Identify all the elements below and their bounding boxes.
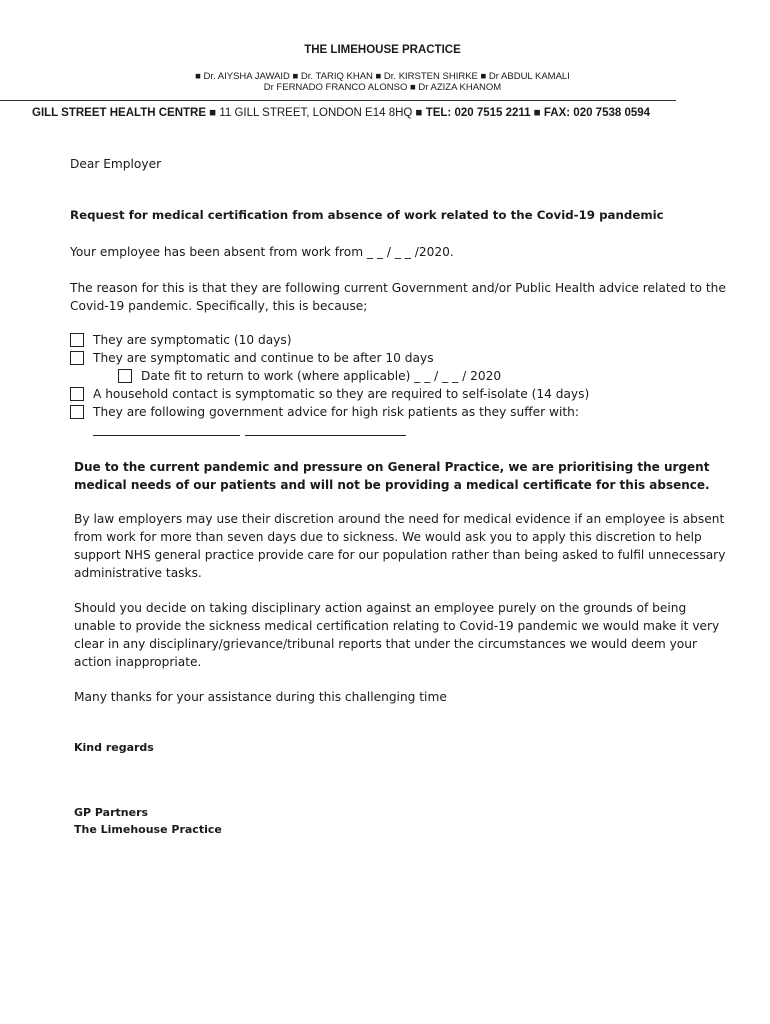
absence-date-line: Your employee has been absent from work from _ _ / _ _ /2020. — [70, 245, 454, 259]
bullet-separator: ■ — [206, 107, 220, 119]
law-paragraph: By law employers may use their discretion around the need for medical evidence if an employee is absent from work for more than seven days due to sickness. We would ask you to apply this discretion to help support NHS general practice provide care for our population rather than being asked to fulfil unnecessary administrative tasks. — [74, 512, 726, 580]
checkbox[interactable] — [118, 369, 132, 383]
address-line — [32, 107, 752, 119]
practice-name: THE LIMEHOUSE PRACTICE — [304, 44, 461, 56]
signature-line-2: The Limehouse Practice — [74, 823, 222, 836]
bullet-separator: ■ — [412, 107, 426, 119]
option-date-fit-to-return[interactable] — [118, 367, 501, 385]
option-label: A household contact is symptomatic so they are required to self-isolate (14 days) — [93, 387, 590, 401]
checkbox[interactable] — [70, 405, 84, 419]
condition-blank-line-2[interactable] — [245, 435, 406, 436]
header-divider — [0, 100, 676, 101]
fax: FAX: 020 7538 0594 — [543, 107, 651, 119]
reason-paragraph: The reason for this is that they are following current Government and/or Public Health advice related to the Covid-19 pandemic. Specifically, this is because; — [70, 281, 726, 313]
street-address: 11 GILL STREET, LONDON E14 8HQ — [219, 107, 413, 119]
doctors-list-line-1: ■ Dr. AIYSHA JAWAID ■ Dr. TARIQ KHAN ■ Dr. KIRSTEN SHIRKE ■ Dr ABDUL KAMALI — [195, 71, 570, 82]
bullet-separator: ■ — [530, 107, 544, 119]
condition-blank-line-1[interactable] — [93, 435, 240, 436]
option-symptomatic-continuing[interactable] — [70, 349, 434, 367]
checkbox[interactable] — [70, 387, 84, 401]
closing: Kind regards — [74, 741, 154, 754]
disciplinary-paragraph: Should you decide on taking disciplinary action against an employee purely on the grounds of being unable to provide the sickness medical certification relating to Covid-19 pandemic we would make it very clear in any disciplinary/grievance/tribunal reports that under the circumstances we would deem your action inappropriate. — [74, 601, 720, 669]
option-label: They are symptomatic and continue to be after 10 days — [93, 351, 434, 365]
doctors-list-line-2: Dr FERNADO FRANCO ALONSO ■ Dr AZIZA KHANOM — [263, 82, 502, 93]
checkbox[interactable] — [70, 333, 84, 347]
centre-name: GILL STREET HEALTH CENTRE — [32, 107, 206, 119]
thanks-line: Many thanks for your assistance during this challenging time — [74, 690, 447, 704]
salutation: Dear Employer — [70, 157, 162, 171]
checkbox[interactable] — [70, 351, 84, 365]
certificate-notice: Due to the current pandemic and pressure on General Practice, we are prioritising the urgent medical needs of our patients and will not be providing a medical certificate for this absence. — [74, 460, 710, 492]
option-household-contact[interactable] — [70, 385, 589, 403]
signature-line-1: GP Partners — [74, 806, 149, 819]
option-high-risk[interactable] — [70, 403, 579, 421]
option-label: They are following government advice for high risk patients as they suffer with: — [93, 405, 579, 419]
letter-subject: Request for medical certification from absence of work related to the Covid-19 pandemic — [70, 208, 664, 222]
telephone: TEL: 020 7515 2211 — [425, 107, 531, 119]
option-label: Date fit to return to work (where applicable) _ _ / _ _ / 2020 — [141, 369, 502, 383]
option-symptomatic[interactable] — [70, 331, 291, 349]
option-label: They are symptomatic (10 days) — [93, 333, 292, 347]
